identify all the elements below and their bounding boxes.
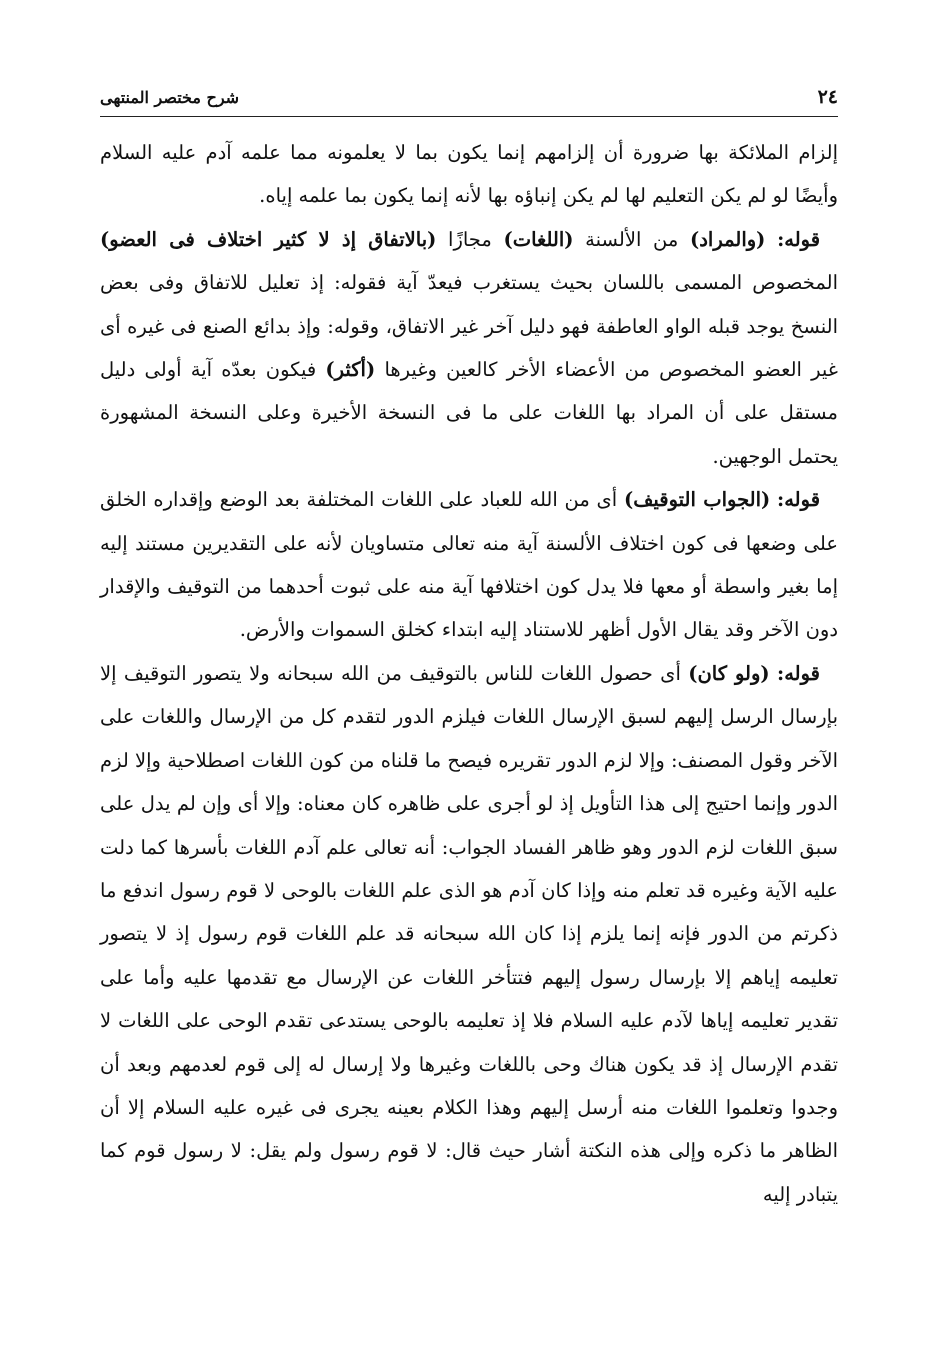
quoted-term: (الجواب التوقيف)	[623, 488, 771, 512]
paragraph-text: إلزام الملائكة بها ضرورة أن إلزامهم إنما يكون بما لا يعلمونه مما علمه آدم عليه السلام وأيضًا لو لم يكن التعليم لها لم يكن إنباؤه بها لأنه إنما يكون بما علمه إياه.	[100, 141, 838, 208]
quoted-term: (أكثر)	[325, 358, 376, 382]
paragraph-text: فيكون بعدّه آية أولى دليل مستقل على أن المراد بها اللغات على ما فى النسخة الأخيرة وعلى النسخة المشهورة يحتمل الوجهين.	[100, 358, 838, 468]
paragraph-1	[100, 131, 838, 218]
paragraph-text: من الألسنة	[585, 227, 679, 251]
page-header	[100, 82, 838, 117]
quoted-term: (والمراد)	[690, 227, 766, 251]
document-page	[100, 82, 838, 1216]
page-body	[100, 131, 838, 1216]
quoted-term: (بالاتفاق إذ لا كثير اختلاف فى العضو)	[100, 227, 437, 251]
paragraph-text: المخصوص المسمى باللسان بحيث يستغرب فيعدّ آية فقوله: إذ تعليل للاتفاق وفى بعض النسخ يوجد قبله الواو العاطفة فهو دليل آخر غير الاتفاق، وقوله: وإذ بدائع الصنع فى غيره أى غير العضو المخصوص من الأعضاء الأخر كالعين وغيرها	[100, 271, 838, 382]
quote-lead: قوله:	[777, 227, 821, 251]
page-number: ٢٤	[817, 86, 838, 108]
paragraph-text: مجازًا	[448, 227, 492, 251]
paragraph-4	[100, 652, 838, 1216]
paragraph-text: أى من الله للعباد على اللغات المختلفة بعد الوضع وإقداره الخلق على وضعها فى كون اختلاف الألسنة آية منه تعالى متساويان لأنه على التقديرين مستند إليه إما بغير واسطة أو معها فلا يدل كون اختلافها آية منه على ثبوت أحدهما من التوقيف والإقدار دون الآخر وقد يقال الأول أظهر للاستناد إليه ابتداء كخلق السموات والأرض.	[100, 488, 838, 642]
quoted-term: (اللغات)	[503, 227, 574, 251]
quoted-term: (ولو كان)	[688, 661, 770, 685]
paragraph-3	[100, 478, 838, 652]
paragraph-text: أى حصول اللغات للناس بالتوقيف من الله سبحانه ولا يتصور التوقيف إلا بإرسال الرسل إليهم لسبق الإرسال اللغات فيلزم الدور لتقدم كل من الإرسال واللغات على الآخر وقول المصنف: وإلا لزم الدور تقريره فيصح ما قلناه من كون اللغات اصطلاحية وإلا لزم الدور وإنما احتيج إلى هذا التأويل إذ لو أجرى على ظاهره كان معناه: وإلا أى وإن لم يدل على سبق اللغات لزم الدور وهو ظاهر الفساد الجواب: أنه تعالى علم آدم اللغات بأسرها كما دلت عليه الآية وغيره قد تعلم منه وإذا كان آدم هو الذى علم اللغات بالوحى لا قوم رسول اندفع ما ذكرتم من الدور فإنه إنما يلزم إذا كان الله سبحانه قد علم اللغات قوم رسول إذ لا يتصور تعليمه إياهم إلا بإرسال رسول إليهم فتتأخر اللغات عن الإرسال مع تقدمها عليه وأما على تقدير تعليمه إياها لآدم عليه السلام فلا إذ تعليمه بالوحى يستدعى تقدم الوحى على اللغات لا تقدم الإرسال إذ قد يكون هناك وحى باللغات وغيرها ولا إرسال له إلى قوم لعدمهم وبعد أن وجدوا وتعلموا اللغات منه أرسل إليهم وهذا الكلام بعينه يجرى فى غيره عليه السلام إلا أن الظاهر ما ذكره وإلى هذه النكتة أشار حيث قال: لا قوم رسول ولم يقل: لا رسول قوم كما يتبادر إليه	[100, 661, 838, 1206]
quote-lead: قوله:	[777, 488, 821, 512]
quote-lead: قوله:	[777, 661, 820, 685]
running-title: شرح مختصر المنتهى	[100, 88, 240, 107]
paragraph-2	[100, 218, 838, 478]
